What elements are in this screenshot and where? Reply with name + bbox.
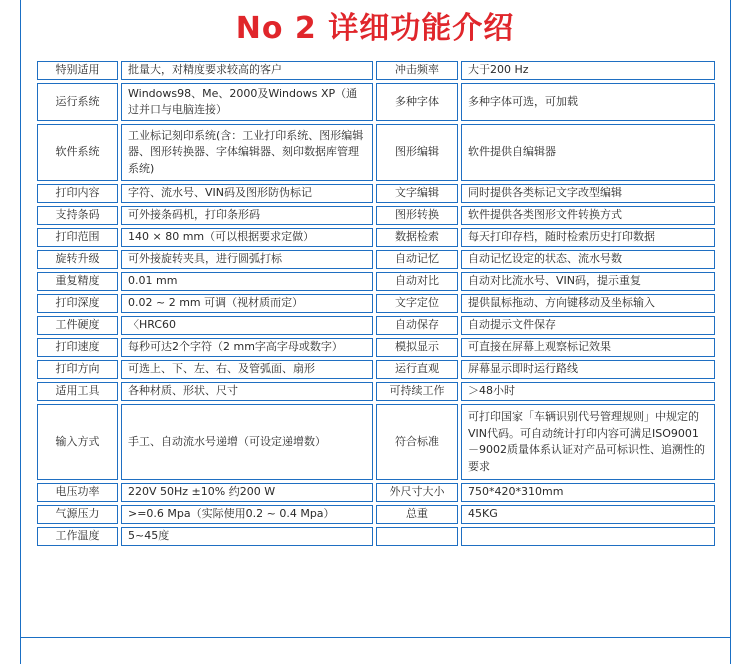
- spec-value: 多种字体可选，可加载: [461, 83, 715, 121]
- spec-value: 0.01 mm: [121, 272, 373, 291]
- spec-label: 打印深度: [37, 294, 118, 313]
- bottom-divider: [20, 637, 731, 638]
- table-row: [37, 250, 715, 269]
- spec-label: 打印方向: [37, 360, 118, 379]
- spec-value: 各种材质、形状、尺寸: [121, 382, 373, 401]
- spec-label: 打印速度: [37, 338, 118, 357]
- spec-label: 工件硬度: [37, 316, 118, 335]
- page-title: No 2 详细功能介绍: [235, 11, 515, 46]
- table-row: [37, 527, 715, 546]
- spec-value: 批量大，对精度要求较高的客户: [121, 61, 373, 80]
- table-row: [37, 83, 715, 121]
- spec-label: 运行直观: [376, 360, 458, 379]
- spec-value: 〈HRC60: [121, 316, 373, 335]
- table-row: [37, 483, 715, 502]
- spec-value: 每天打印存档，随时检索历史打印数据: [461, 228, 715, 247]
- spec-value: 大于200 Hz: [461, 61, 715, 80]
- spec-value: 自动记忆设定的状态、流水号数: [461, 250, 715, 269]
- spec-value: 软件提供各类图形文件转换方式: [461, 206, 715, 225]
- spec-value: 可外接旋转夹具，进行圆弧打标: [121, 250, 373, 269]
- spec-value: 工业标记刻印系统(含：工业打印系统、图形编辑器、图形转换器、字体编辑器、刻印数据库管理系统): [121, 124, 373, 181]
- spec-label: 符合标准: [376, 404, 458, 480]
- spec-label: 模拟显示: [376, 338, 458, 357]
- table-row: [37, 338, 715, 357]
- spec-value: 可直接在屏幕上观察标记效果: [461, 338, 715, 357]
- spec-label: 工作温度: [37, 527, 118, 546]
- table-row: [37, 272, 715, 291]
- spec-value: >=0.6 Mpa（实际使用0.2 ~ 0.4 Mpa）: [121, 505, 373, 524]
- spec-value: Windows98、Me、2000及Windows XP（通过并口与电脑连接）: [121, 83, 373, 121]
- table-row: [37, 206, 715, 225]
- spec-value: 可打印国家「车辆识别代号管理规则」中规定的VIN代码。可自动统计打印内容可满足ISO9001－9002质量体系认证对产品可标识性、追溯性的要求: [461, 404, 715, 480]
- spec-label: 支持条码: [37, 206, 118, 225]
- spec-label: 电压功率: [37, 483, 118, 502]
- spec-value: 220V 50Hz ±10% 约200 W: [121, 483, 373, 502]
- spec-value: 字符、流水号、VIN码及图形防伪标记: [121, 184, 373, 203]
- table-row: [37, 404, 715, 480]
- spec-label: 总重: [376, 505, 458, 524]
- spec-value: 每秒可达2个字符（2 mm字高字母或数字）: [121, 338, 373, 357]
- spec-label: 特别适用: [37, 61, 118, 80]
- spec-value: 140 × 80 mm（可以根据要求定做）: [121, 228, 373, 247]
- spec-value: 屏幕显示即时运行路线: [461, 360, 715, 379]
- spec-label: [376, 527, 458, 546]
- spec-table: [34, 58, 718, 549]
- spec-label: 自动对比: [376, 272, 458, 291]
- spec-label: 自动记忆: [376, 250, 458, 269]
- spec-label: 重复精度: [37, 272, 118, 291]
- spec-label: 文字编辑: [376, 184, 458, 203]
- spec-value: 45KG: [461, 505, 715, 524]
- table-row: [37, 61, 715, 80]
- spec-value: ＞48小时: [461, 382, 715, 401]
- table-row: [37, 294, 715, 313]
- table-row: [37, 382, 715, 401]
- spec-value: 可外接条码机，打印条形码: [121, 206, 373, 225]
- table-row: [37, 124, 715, 181]
- spec-value: 750*420*310mm: [461, 483, 715, 502]
- spec-value: 手工、自动流水号递增（可设定递增数）: [121, 404, 373, 480]
- spec-value: 软件提供自编辑器: [461, 124, 715, 181]
- spec-value: 自动对比流水号、VIN码，提示重复: [461, 272, 715, 291]
- spec-label: 文字定位: [376, 294, 458, 313]
- spec-label: 自动保存: [376, 316, 458, 335]
- spec-label: 输入方式: [37, 404, 118, 480]
- spec-label: 可持续工作: [376, 382, 458, 401]
- spec-label: 气源压力: [37, 505, 118, 524]
- spec-label: 运行系统: [37, 83, 118, 121]
- spec-label: 冲击频率: [376, 61, 458, 80]
- spec-label: 外尺寸大小: [376, 483, 458, 502]
- spec-value: 自动提示文件保存: [461, 316, 715, 335]
- spec-value: [461, 527, 715, 546]
- table-row: [37, 228, 715, 247]
- spec-label: 图形编辑: [376, 124, 458, 181]
- table-row: [37, 505, 715, 524]
- spec-value: 提供鼠标拖动、方向键移动及坐标输入: [461, 294, 715, 313]
- spec-label: 图形转换: [376, 206, 458, 225]
- spec-label: 旋转升级: [37, 250, 118, 269]
- spec-label: 软件系统: [37, 124, 118, 181]
- spec-label: 多种字体: [376, 83, 458, 121]
- spec-label: 适用工具: [37, 382, 118, 401]
- table-row: [37, 184, 715, 203]
- spec-value: 5~45度: [121, 527, 373, 546]
- spec-label: 数据检索: [376, 228, 458, 247]
- spec-label: 打印范围: [37, 228, 118, 247]
- spec-value: 0.02 ~ 2 mm 可调（视材质而定）: [121, 294, 373, 313]
- spec-value: 同时提供各类标记文字改型编辑: [461, 184, 715, 203]
- spec-value: 可选上、下、左、右、及管弧面、扇形: [121, 360, 373, 379]
- table-row: [37, 316, 715, 335]
- table-row: [37, 360, 715, 379]
- spec-label: 打印内容: [37, 184, 118, 203]
